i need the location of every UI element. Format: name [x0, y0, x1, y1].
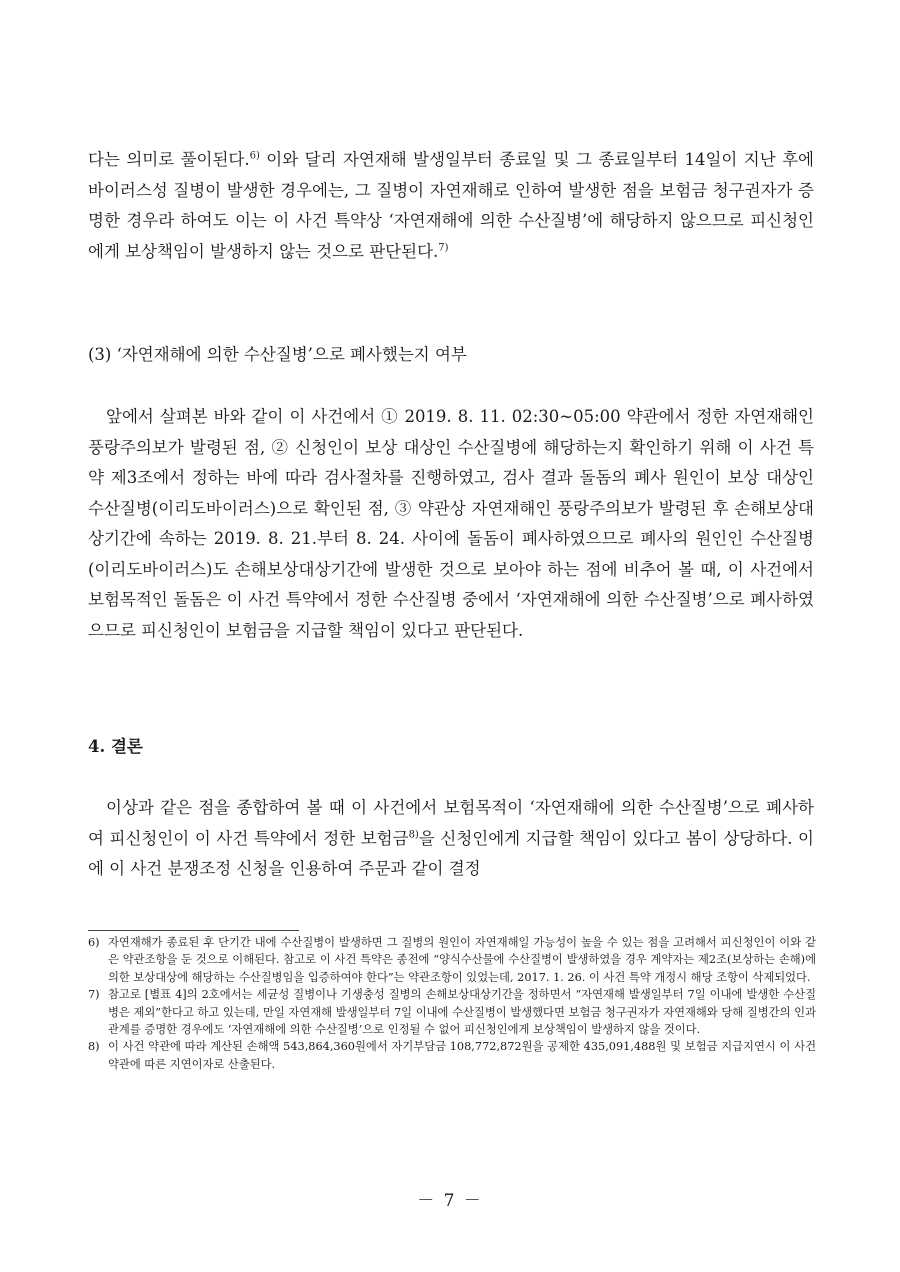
footnote-text: 자연재해가 종료된 후 단기간 내에 수산질병이 발생하면 그 질병의 원인이 자연재해일 가능성이 높을 수 있는 점을 고려해서 피신청인이 이와 같은 약관조항을 둔 것으로 이해된다. 참고로 이 사건 특약은 종전에 “양식수산물에 수산질병이 발생하였을 경우 계약자는 제2조(보상하는 손해)에 의한 보상대상에 해당하는 수산질병임을 입증하여야 한다”는 약관조항이 있었는데, 2017. 1. 26. 이 사건 특약 개정시 해당 조항이 삭제되었다.: [108, 936, 816, 984]
footnote-ref-7[interactable]: 7): [438, 242, 449, 253]
page-number: － 7 －: [417, 1191, 483, 1211]
footnote-divider: [88, 930, 299, 931]
paragraph-text-tail: 을 신청인에게 지급할 책임이 있다고 봄이 상당하다. 이에 이 사건 분쟁조정 신청을 인용하여 주문과 같이 결정: [88, 828, 814, 878]
section-title: 4. 결론: [88, 737, 143, 756]
paragraph-text: 이상과 같은 점을 종합하여 볼 때 이 사건에서 보험목적이 ‘자연재해에 의한 수산질병’으로 폐사하여 피신청인이 이 사건 특약에서 정한 보험금: [88, 798, 814, 848]
paragraph-text-tail: 이와 달리 자연재해 발생일부터 종료일 및 그 종료일부터 14일이 지난 후에 바이러스성 질병이 발생한 경우에는, 그 질병이 자연재해로 인하여 발생한 점을 보험금 청구권자가 증명한 경우라 하여도 이는 이 사건 특약상 ‘자연재해에 의한 수산질병’에 해당하지 않으므로 피신청인에게 보상책임이 발생하지 않는 것으로 판단된다.: [88, 150, 815, 261]
footnotes-list: [88, 934, 816, 1073]
footnote-number: 7): [88, 988, 100, 1002]
paragraph-text: 다는 의미로 풀이된다.: [88, 150, 250, 169]
footnote-ref-6[interactable]: 6): [249, 150, 260, 162]
footnote-text: 이 사건 약관에 따라 계산된 손해액 543,864,360원에서 자기부담금 108,772,872원을 공제한 435,091,488원 및 보험금 지급지연시 이 사건 약관에 따른 지연이자로 산출된다.: [108, 1040, 816, 1071]
footnote-number: 8): [88, 1040, 100, 1054]
footnote-6: [88, 934, 816, 986]
footnote-ref-8[interactable]: 8): [408, 829, 419, 840]
footnote-8: [88, 1038, 816, 1073]
footnote-number: 6): [88, 936, 100, 949]
subsection-heading: (3) ‘자연재해에 의한 수산질병’으로 폐사했는지 여부: [88, 345, 467, 364]
footnote-text: 참고로 [별표 4]의 2호에서는 세균성 질병이나 기생충성 질병의 손해보상대상기간을 정하면서 “자연재해 발생일부터 7일 이내에 발생한 수산질병은 제외”한다고 하고 있는데, 만일 자연재해 발생일부터 7일 이내에 수산질병이 발생했다면 보험금 청구권자가 자연재해와 당해 질병간의 인과관계를 증명한 경우에도 ‘자연재해에 의한 수산질병’으로 인정될 수 없어 피신청인에게 보상책임이 발생하지 않을 것이다.: [108, 988, 816, 1037]
body-paragraph-continued: [88, 145, 814, 267]
footnote-7: [88, 986, 816, 1038]
body-paragraph: 앞에서 살펴본 바와 같이 이 사건에서 ① 2019. 8. 11. 02:30∼05:00 약관에서 정한 자연재해인 풍랑주의보가 발령된 점, ② 신청인이 보상 대상인 수산질병에 해당하는지 확인하기 위해 이 사건 특약 제3조에서 정하는 바에 따라 검사절차를 진행하였고, 검사 결과 돌돔의 폐사 원인이 보상 대상인 수산질병(이리도바이러스)으로 확인된 점, ③ 약관상 자연재해인 풍랑주의보가 발령된 후 손해보상대상기간에 속하는 2019. 8. 21.부터 8. 24. 사이에 돌돔이 폐사하였으므로 폐사의 원인인 수산질병(이리도바이러스)도 손해보상대상기간에 발생한 것으로 보아야 하는 점에 비추어 볼 때, 이 사건에서 보험목적인 돌돔은 이 사건 특약에서 정한 수산질병 중에서 ‘자연재해에 의한 수산질병’으로 폐사하였으므로 피신청인이 보험금을 지급할 책임이 있다고 판단된다.: [88, 407, 814, 640]
conclusion-paragraph: [88, 793, 814, 885]
